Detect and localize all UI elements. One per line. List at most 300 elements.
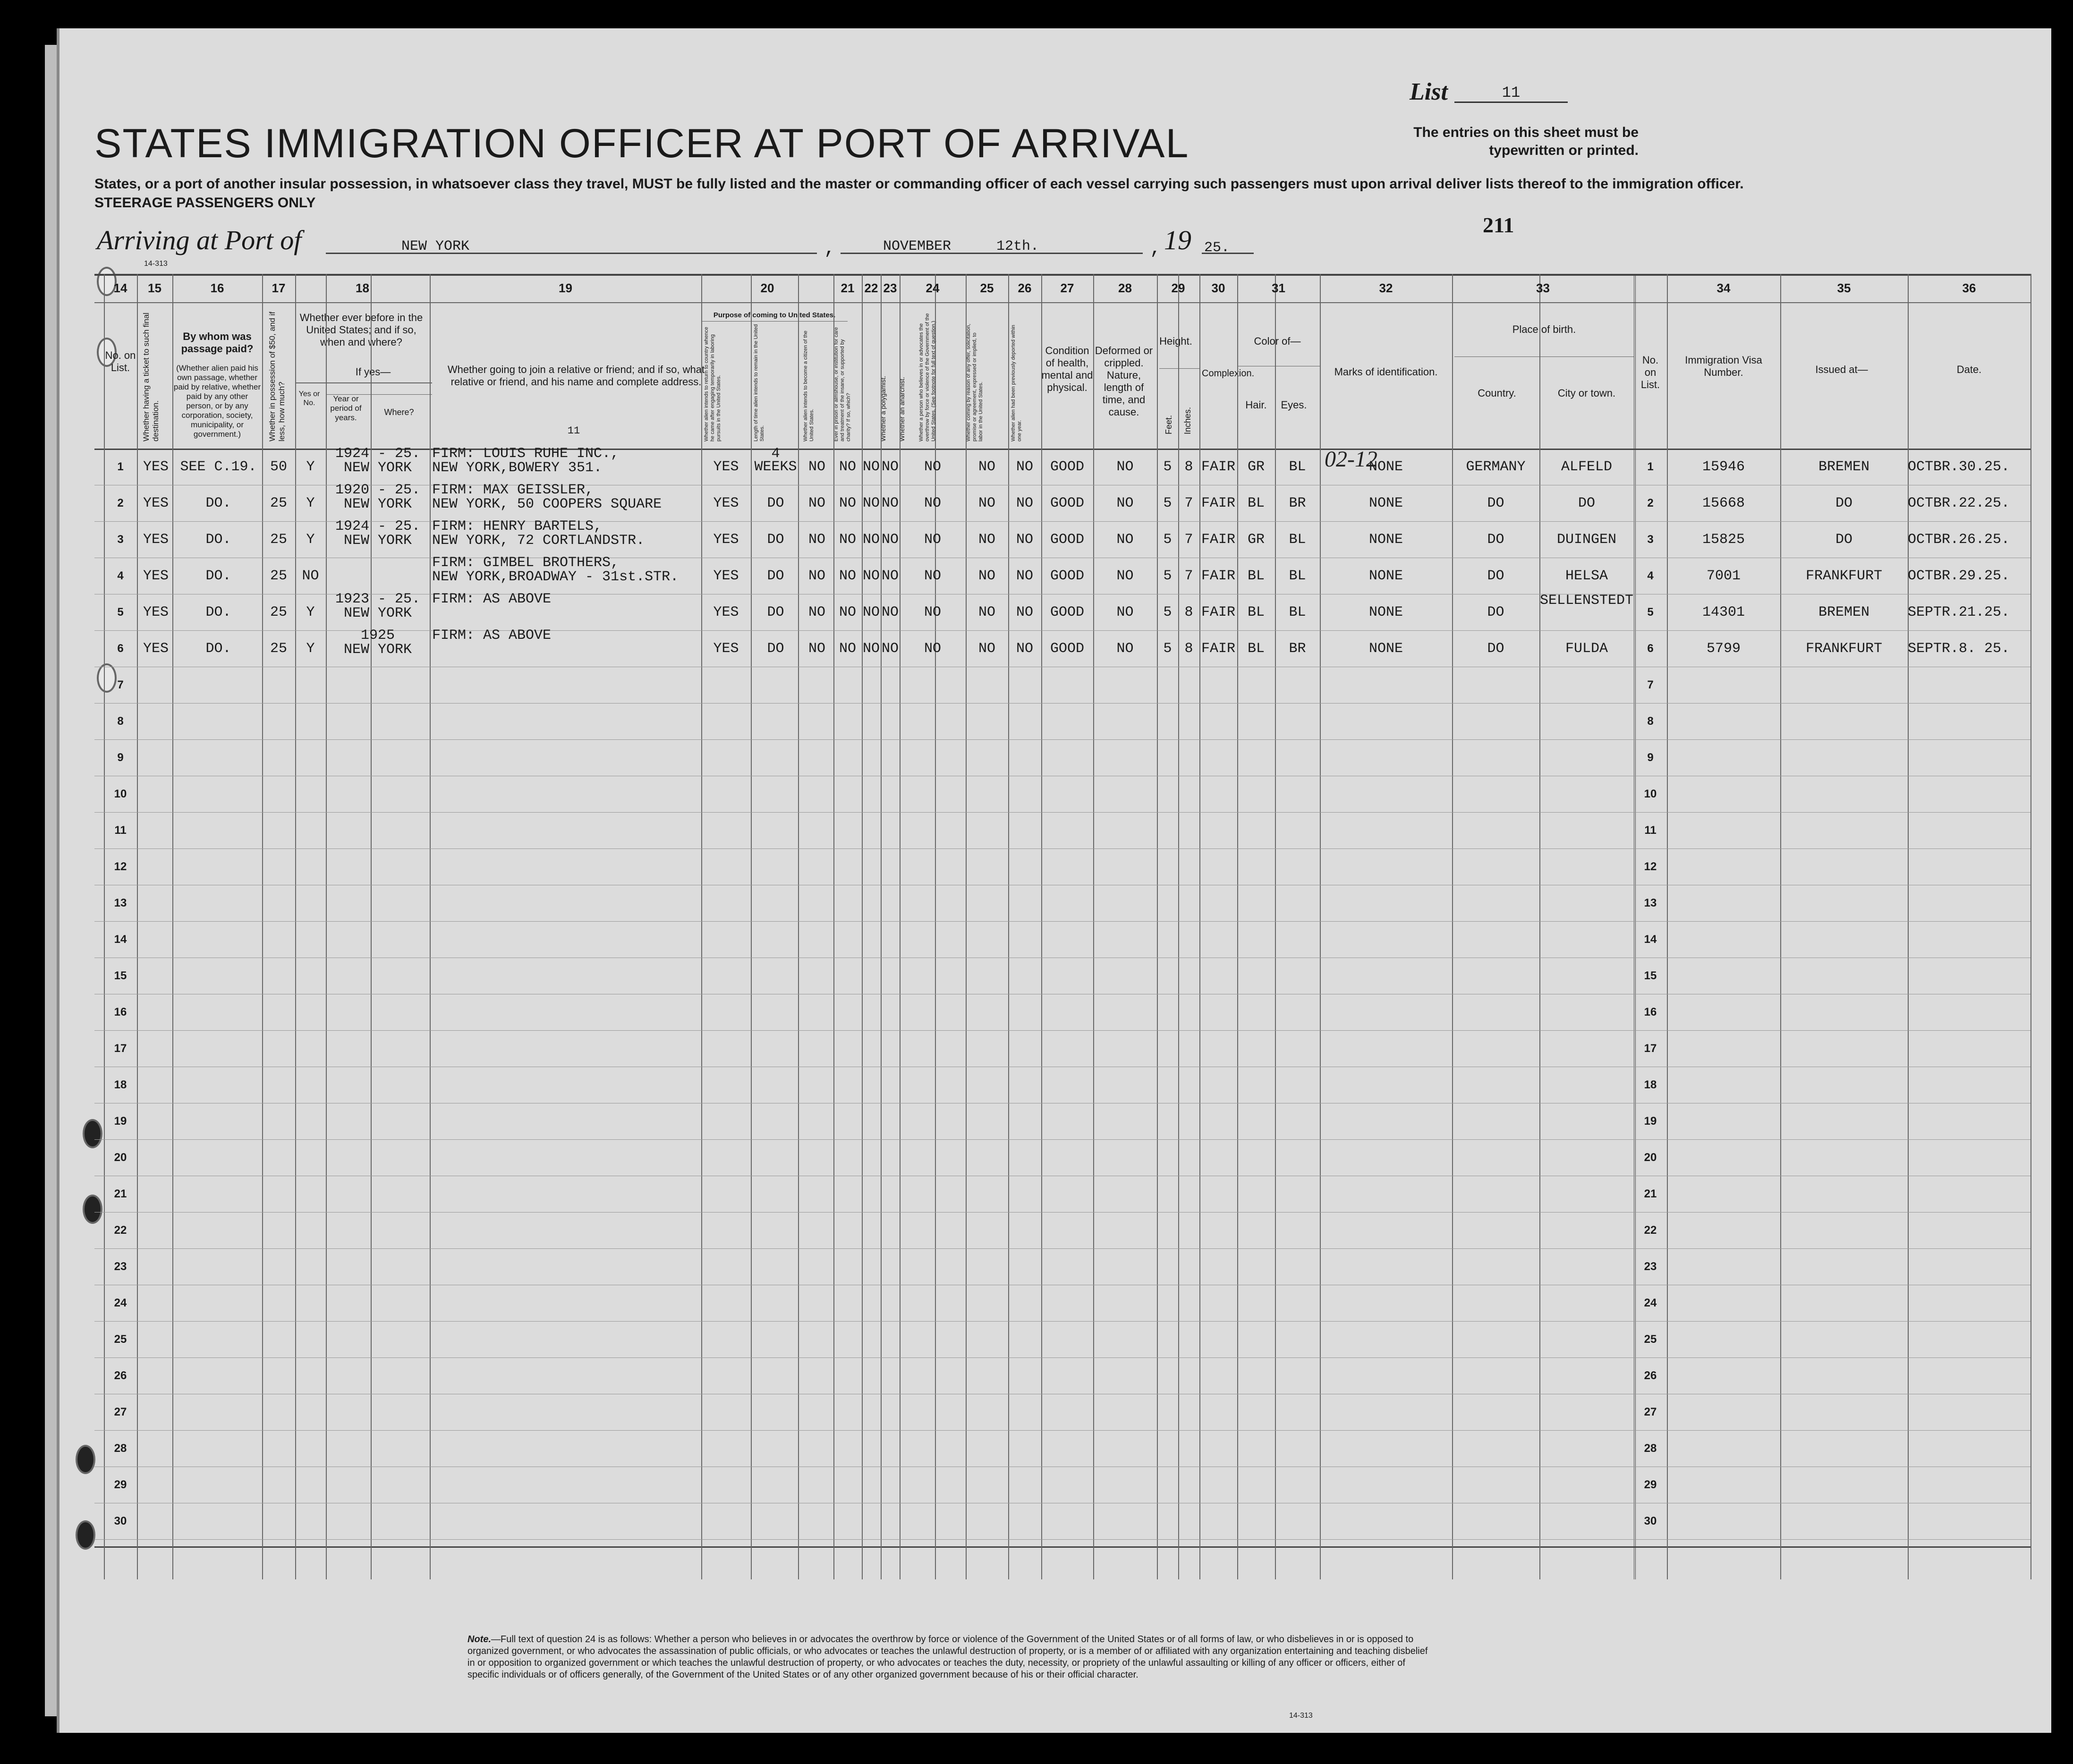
row-number: 20 xyxy=(114,1151,127,1164)
cell-prison: NO xyxy=(839,604,856,620)
cell-paid-by: DO. xyxy=(205,568,231,584)
row-number: 7 xyxy=(1647,678,1654,691)
row-number: 10 xyxy=(114,788,127,800)
cell-return: YES xyxy=(713,568,739,584)
cell-ticket: YES xyxy=(143,495,169,511)
year-value: 25. xyxy=(1204,240,1230,256)
handwritten-annotation: 02-12 xyxy=(1325,447,1377,472)
cell-eyes: BL xyxy=(1289,532,1306,548)
cell-join1: FIRM: GIMBEL BROTHERS, xyxy=(432,555,620,571)
cell-join2: NEW YORK, 50 COOPERS SQUARE xyxy=(432,496,662,512)
cell-join2: NEW YORK,BROADWAY - 31st.STR. xyxy=(432,569,679,585)
footer-form-number: 14-313 xyxy=(1289,1712,1313,1720)
cell-money: 25 xyxy=(270,568,287,584)
row-number: 29 xyxy=(114,1478,127,1491)
cell-anarchist: NO xyxy=(881,532,899,548)
cell-city: DUINGEN xyxy=(1556,532,1617,548)
cell-visa: 14301 xyxy=(1702,604,1745,620)
cell-overthrow: NO xyxy=(924,495,941,511)
col-header-country: Country. xyxy=(1478,387,1516,399)
cell-deformed: NO xyxy=(1116,459,1134,475)
row-number: 27 xyxy=(114,1406,127,1418)
cell-paid-by: SEE C.19. xyxy=(180,459,257,475)
row-rule xyxy=(94,1321,2031,1322)
cell-overthrow: NO xyxy=(924,568,941,584)
col-header-before: Whether ever before in the United States; and if so, when and where? xyxy=(299,312,423,348)
cell-citizen: NO xyxy=(808,459,825,475)
cell-years: 1920 - 25. xyxy=(335,482,421,498)
cell-inches: 7 xyxy=(1184,495,1193,511)
cell-deported: NO xyxy=(1016,568,1033,584)
cell-overthrow: NO xyxy=(924,604,941,620)
cell-city: HELSA xyxy=(1565,568,1608,584)
cell-city: FULDA xyxy=(1565,641,1608,657)
subheader-rule xyxy=(1454,356,1634,357)
row-number: 13 xyxy=(1644,897,1657,909)
cell-money: 50 xyxy=(270,459,287,475)
col-header-join: Whether going to join a relative or friend; and if so, what relative or friend, and his name and complete address. xyxy=(447,364,705,388)
cell-years: 1925 xyxy=(360,628,395,644)
cell-marks: NONE xyxy=(1368,495,1403,511)
cell-health: GOOD xyxy=(1050,568,1084,584)
cell-visa: 15825 xyxy=(1702,532,1745,548)
row-number: 24 xyxy=(114,1297,127,1309)
row-number: 9 xyxy=(1647,751,1654,764)
column-number: 24 xyxy=(926,281,940,295)
cell-join1: FIRM: AS ABOVE xyxy=(432,628,552,644)
cell-visa: 15668 xyxy=(1702,495,1745,511)
cell-inches: 8 xyxy=(1184,641,1193,657)
footnote xyxy=(467,1634,1436,1681)
row-rule xyxy=(94,921,2031,922)
cell-citizen: NO xyxy=(808,532,825,548)
row-number: 10 xyxy=(1644,788,1657,800)
cell-ticket: YES xyxy=(143,641,169,657)
row-rule xyxy=(94,739,2031,740)
cell-return: YES xyxy=(713,495,739,511)
col-header-complexion: Complexion. xyxy=(1202,368,1255,379)
cell-health: GOOD xyxy=(1050,495,1084,511)
col-header-join-value: 11 xyxy=(567,425,580,437)
cell-date: OCTBR.29.25. xyxy=(1908,568,2010,584)
cell-inches: 7 xyxy=(1184,568,1193,584)
cell-inches: 7 xyxy=(1184,532,1193,548)
row-rule xyxy=(94,1357,2031,1358)
cell-feet: 5 xyxy=(1163,641,1172,657)
row-number: 18 xyxy=(114,1078,127,1091)
cell-prison: NO xyxy=(839,495,856,511)
cell-country: DO xyxy=(1487,568,1504,584)
col-header-inches: Inches. xyxy=(1183,407,1192,434)
cell-citizen: NO xyxy=(808,641,825,657)
cell-citizen: NO xyxy=(808,495,825,511)
column-rule xyxy=(295,274,296,1579)
cell-before: NO xyxy=(302,568,319,584)
cell-feet: 5 xyxy=(1163,568,1172,584)
cell-marks: NONE xyxy=(1368,568,1403,584)
row-rule xyxy=(94,703,2031,704)
col-header-before-yes: Yes or No. xyxy=(298,390,320,407)
cell-issued: FRANKFURT xyxy=(1805,568,1883,584)
footer-rule xyxy=(1629,1546,2031,1548)
subheader-rule xyxy=(701,321,848,322)
cell-join1: FIRM: LOUIS RUHE INC., xyxy=(432,446,620,462)
row-rule xyxy=(94,812,2031,813)
col-header-hair: Hair. xyxy=(1245,399,1267,411)
cell-overthrow: NO xyxy=(924,641,941,657)
cell-offer: NO xyxy=(978,604,995,620)
list-value: 11 xyxy=(1454,84,1568,103)
col-header-height: Height. xyxy=(1159,335,1192,347)
row-number: 16 xyxy=(1644,1006,1657,1018)
cell-money: 25 xyxy=(270,495,287,511)
row-number: 19 xyxy=(114,1115,127,1128)
column-number: 16 xyxy=(210,281,224,295)
cell-feet: 5 xyxy=(1163,459,1172,475)
row-rule xyxy=(94,1539,2031,1540)
cell-anarchist: NO xyxy=(881,641,899,657)
row-number: 30 xyxy=(1644,1515,1657,1527)
cell-return: YES xyxy=(713,459,739,475)
cell-country: DO xyxy=(1487,532,1504,548)
cell-eyes: BL xyxy=(1289,604,1306,620)
cell-join1: FIRM: MAX GEISSLER, xyxy=(432,482,594,498)
cell-inches: 8 xyxy=(1184,604,1193,620)
col-header-birthplace: Place of birth. xyxy=(1512,323,1576,335)
cell-complexion: FAIR xyxy=(1201,568,1235,584)
row-number: 6 xyxy=(117,642,124,655)
port-value: NEW YORK xyxy=(401,238,470,254)
cell-join1: FIRM: AS ABOVE xyxy=(432,591,552,607)
cell-paid-by: DO. xyxy=(205,495,231,511)
cell-return: YES xyxy=(713,532,739,548)
cell-paid-by: DO. xyxy=(205,604,231,620)
cell-health: GOOD xyxy=(1050,459,1084,475)
instructions-text xyxy=(94,175,1936,212)
row-number: 30 xyxy=(114,1515,127,1527)
row-rule xyxy=(94,1248,2031,1249)
column-number: 18 xyxy=(356,281,369,295)
cell-money: 25 xyxy=(270,604,287,620)
col-header-passage: By whom was passage paid? xyxy=(181,331,254,355)
cell-inches: 8 xyxy=(1184,459,1193,475)
cell-anarchist: NO xyxy=(881,459,899,475)
col-header-no: No. on List. xyxy=(105,349,136,373)
col-header-overthrow: Whether a person who believes in or advocates the overthrow by force or violence of the Government of the United States. (See footnote for full text of question.) xyxy=(918,313,936,441)
cell-money: 25 xyxy=(270,532,287,548)
cell-hair: GR xyxy=(1247,459,1265,475)
row-number: 27 xyxy=(1644,1406,1657,1418)
row-number: 5 xyxy=(1647,606,1654,619)
cell-deported: NO xyxy=(1016,532,1033,548)
cell-ticket: YES xyxy=(143,604,169,620)
cell-before: Y xyxy=(306,604,315,620)
column-number: 33 xyxy=(1536,281,1550,295)
row-number: 15 xyxy=(114,969,127,982)
cell-hair: BL xyxy=(1247,495,1265,511)
row-number: 5 xyxy=(117,606,124,619)
cell-before: Y xyxy=(306,495,315,511)
row-number: 21 xyxy=(114,1187,127,1200)
cell-country: DO xyxy=(1487,641,1504,657)
punch-hole xyxy=(76,1520,95,1550)
column-rule xyxy=(751,274,752,1579)
col-header-eyes: Eyes. xyxy=(1281,399,1307,411)
cell-deformed: NO xyxy=(1116,568,1134,584)
comma: , xyxy=(824,238,836,260)
row-number: 15 xyxy=(1644,969,1657,982)
cell-return: YES xyxy=(713,641,739,657)
cell-ticket: YES xyxy=(143,459,169,475)
col-header-no2: No. on List. xyxy=(1640,354,1660,390)
cell-paid-by: DO. xyxy=(205,641,231,657)
cell-visa: 5799 xyxy=(1706,641,1741,657)
instructions-line: States, or a port of another insular possession, in whatsoever class they travel, MUST be fully listed and the master or commanding officer of each vessel carrying such passengers must upon arrival deliver lists thereof to the immigration officer. xyxy=(94,176,1744,192)
cell-health: GOOD xyxy=(1050,532,1084,548)
cell-anarchist: NO xyxy=(881,604,899,620)
cell-citizen: NO xyxy=(808,604,825,620)
column-number: 22 xyxy=(864,281,878,295)
cell-ticket: YES xyxy=(143,532,169,548)
cell-length-b: DO xyxy=(767,568,784,584)
row-rule xyxy=(94,1212,2031,1213)
comma: , xyxy=(1150,238,1162,260)
cell-issued: FRANKFURT xyxy=(1805,641,1883,657)
col-header-return: Whether alien intends to return to country whence he came after engaging temporarily in laboring pursuits in the United States. xyxy=(704,327,722,441)
row-number: 14 xyxy=(1644,933,1657,946)
row-number: 26 xyxy=(1644,1369,1657,1382)
column-number: 19 xyxy=(559,281,572,295)
row-number: 29 xyxy=(1644,1478,1657,1491)
cell-anarchist: NO xyxy=(881,568,899,584)
cell-country: DO xyxy=(1487,495,1504,511)
month-value: NOVEMBER xyxy=(883,238,952,254)
col-header-health: Condition of health, mental and physical. xyxy=(1041,345,1093,393)
col-header-deformed: Deformed or crippled. Nature, length of time, and cause. xyxy=(1095,345,1153,418)
header-number-rule xyxy=(94,302,2031,303)
cell-before: Y xyxy=(306,532,315,548)
row-number: 12 xyxy=(114,860,127,873)
subheader-rule xyxy=(326,394,432,395)
row-number: 4 xyxy=(1647,569,1654,582)
row-number: 22 xyxy=(1644,1224,1657,1237)
arriving-label: Arriving at Port of xyxy=(97,225,302,255)
cell-visa: 15946 xyxy=(1702,459,1745,475)
row-number: 12 xyxy=(1644,860,1657,873)
cell-prison: NO xyxy=(839,641,856,657)
port-underline xyxy=(326,253,817,254)
manifest-table xyxy=(94,274,2031,1579)
cell-issued: DO xyxy=(1835,532,1852,548)
subheader-rule xyxy=(1159,368,1199,369)
cell-join2: NEW YORK,BOWERY 351. xyxy=(432,460,603,476)
cell-years: 1924 - 25. xyxy=(335,518,421,534)
row-number: 17 xyxy=(114,1042,127,1055)
cell-deformed: NO xyxy=(1116,532,1134,548)
cell-prison: NO xyxy=(839,568,856,584)
cell-city: DO xyxy=(1578,495,1595,511)
cell-overthrow: NO xyxy=(924,532,941,548)
cell-length-b: WEEKS xyxy=(754,459,797,475)
row-number: 23 xyxy=(114,1260,127,1273)
col-header-offer: Whether coming by reason of any offer, solicitation, promise or agreement, expressed or implied, to labor in the United States. xyxy=(966,323,984,441)
col-header-prison: Ever in prison or almshouse, or institution for care and treatment of the insane, or supported by charity? If so, which? xyxy=(833,327,851,441)
column-number: 26 xyxy=(1018,281,1032,295)
col-header-purpose: Purpose of coming to United States. xyxy=(713,311,836,319)
cell-where: NEW YORK xyxy=(343,533,412,549)
cell-deformed: NO xyxy=(1116,641,1134,657)
cell-hair: BL xyxy=(1247,604,1265,620)
row-number: 8 xyxy=(1647,715,1654,728)
column-number: 32 xyxy=(1379,281,1393,295)
column-number: 21 xyxy=(841,281,855,295)
column-number: 30 xyxy=(1211,281,1225,295)
cell-country: DO xyxy=(1487,604,1504,620)
row-number: 4 xyxy=(117,569,124,582)
row-rule xyxy=(94,1430,2031,1431)
row-number: 26 xyxy=(114,1369,127,1382)
row-number: 22 xyxy=(114,1224,127,1237)
col-header-city: City or town. xyxy=(1557,387,1616,399)
row-number: 20 xyxy=(1644,1151,1657,1164)
day-value: 12th. xyxy=(996,238,1039,254)
cell-complexion: FAIR xyxy=(1201,641,1235,657)
cell-health: GOOD xyxy=(1050,604,1084,620)
row-number: 2 xyxy=(1647,497,1654,509)
cell-length-b: DO xyxy=(767,641,784,657)
row-number: 11 xyxy=(114,824,127,837)
row-number: 9 xyxy=(117,751,124,764)
footnote-text: —Full text of question 24 is as follows: Whether a person who believes in or advocates the overthrow by force or violence of the Government of the United States or of all forms of law, or who disbelieves in or is opposed to organized government, or who advocates the assassination of public officials, or who advocates or teaches the unlawful destruction of property, or is a member of or affiliated with any organization entertaining and teaching disbelief in or opposition to organized government or which teaches the unlawful destruction of property, or who advocates or teaches the duty, necessity, or propriety of the unlawful assaulting or killing of any officer or officers, either of specific individuals or of officers generally, of the Government of the United States or of any other organized government because of his or their official character. xyxy=(467,1634,1428,1680)
row-rule xyxy=(94,1030,2031,1031)
row-number: 24 xyxy=(1644,1297,1657,1309)
cell-join2: NEW YORK, 72 CORTLANDSTR. xyxy=(432,533,645,549)
form-number: 14-313 xyxy=(144,260,168,268)
row-number: 28 xyxy=(114,1442,127,1455)
typewritten-notice: The entries on this sheet must be typewritten or printed. xyxy=(1413,125,1639,158)
cell-before: Y xyxy=(306,641,315,657)
cell-visa: 7001 xyxy=(1706,568,1741,584)
cell-eyes: BR xyxy=(1289,641,1306,657)
col-header-where: Where? xyxy=(384,407,414,417)
column-number: 27 xyxy=(1060,281,1074,295)
cell-date: OCTBR.30.25. xyxy=(1908,459,2010,475)
col-header-years: Year or period of years. xyxy=(330,394,362,422)
cell-offer: NO xyxy=(978,641,995,657)
cell-complexion: FAIR xyxy=(1201,604,1235,620)
cell-hair: BL xyxy=(1247,568,1265,584)
cell-marks: NONE xyxy=(1368,459,1403,475)
row-number: 25 xyxy=(114,1333,127,1346)
cell-hair: BL xyxy=(1247,641,1265,657)
col-header-length: Length of time alien intends to remain in the United States. xyxy=(753,324,765,441)
cell-length-a: 4 xyxy=(771,446,780,462)
cell-feet: 5 xyxy=(1163,495,1172,511)
column-rule xyxy=(798,274,799,1579)
cell-where: NEW YORK xyxy=(343,605,412,621)
cell-marks: NONE xyxy=(1368,641,1403,657)
cell-complexion: FAIR xyxy=(1201,532,1235,548)
cell-eyes: BL xyxy=(1289,459,1306,475)
cell-hair: GR xyxy=(1247,532,1265,548)
cell-city: SELLENSTEDT xyxy=(1539,593,1634,609)
cell-date: OCTBR.26.25. xyxy=(1908,532,2010,548)
cell-date: SEPTR.21.25. xyxy=(1908,604,2010,620)
cell-polygamist: NO xyxy=(862,568,880,584)
column-rule xyxy=(701,274,702,1579)
cell-issued: DO xyxy=(1835,495,1852,511)
column-number: 25 xyxy=(980,281,994,295)
cell-citizen: NO xyxy=(808,568,825,584)
cell-length-b: DO xyxy=(767,532,784,548)
column-number: 34 xyxy=(1716,281,1731,295)
cell-deformed: NO xyxy=(1116,495,1134,511)
row-number: 8 xyxy=(117,715,124,728)
page-title: STATES IMMIGRATION OFFICER AT PORT OF ARRIVAL xyxy=(94,121,1189,166)
cell-polygamist: NO xyxy=(862,604,880,620)
cell-deported: NO xyxy=(1016,604,1033,620)
column-number: 17 xyxy=(272,281,286,295)
cell-feet: 5 xyxy=(1163,604,1172,620)
row-number: 13 xyxy=(114,897,127,909)
row-number: 23 xyxy=(1644,1260,1657,1273)
row-number: 6 xyxy=(1647,642,1654,655)
cell-money: 25 xyxy=(270,641,287,657)
cell-length-b: DO xyxy=(767,604,784,620)
cell-date: OCTBR.22.25. xyxy=(1908,495,2010,511)
cell-ticket: YES xyxy=(143,568,169,584)
col-header-polygamist: Whether a polygamist. xyxy=(879,375,887,441)
row-number: 19 xyxy=(1644,1115,1657,1128)
row-number: 21 xyxy=(1644,1187,1657,1200)
cell-where: NEW YORK xyxy=(343,496,412,512)
cell-deported: NO xyxy=(1016,495,1033,511)
cell-polygamist: NO xyxy=(862,459,880,475)
cell-overthrow: NO xyxy=(924,459,941,475)
class-line: STEERAGE PASSENGERS ONLY xyxy=(94,195,316,211)
cell-offer: NO xyxy=(978,568,995,584)
cell-issued: BREMEN xyxy=(1818,459,1870,475)
punch-hole xyxy=(76,1445,95,1474)
cell-join1: FIRM: HENRY BARTELS, xyxy=(432,518,603,534)
cell-polygamist: NO xyxy=(862,641,880,657)
column-number: 14 xyxy=(113,281,127,295)
row-number: 2 xyxy=(117,497,124,509)
cell-years: 1924 - 25. xyxy=(335,446,421,462)
row-number: 7 xyxy=(117,678,124,691)
cell-prison: NO xyxy=(839,532,856,548)
row-number: 18 xyxy=(1644,1078,1657,1091)
row-number: 17 xyxy=(1644,1042,1657,1055)
col-header-feet: Feet. xyxy=(1164,415,1173,434)
cell-deformed: NO xyxy=(1116,604,1134,620)
column-number: 28 xyxy=(1118,281,1132,295)
col-header-passage-note: (Whether alien paid his own passage, whether paid by relative, whether paid by any other person, or by any corporation, society, municipality, or government.) xyxy=(173,364,261,439)
cell-polygamist: NO xyxy=(862,532,880,548)
column-rule xyxy=(430,274,431,1579)
cell-years: 1923 - 25. xyxy=(335,591,421,607)
cell-offer: NO xyxy=(978,532,995,548)
row-number: 1 xyxy=(1647,460,1654,473)
col-header-date: Date. xyxy=(1956,364,1982,375)
row-rule xyxy=(94,1139,2031,1140)
cell-where: NEW YORK xyxy=(343,460,412,476)
col-header-visa: Immigration Visa Number. xyxy=(1685,354,1762,378)
cell-complexion: FAIR xyxy=(1201,495,1235,511)
cell-issued: BREMEN xyxy=(1818,604,1870,620)
col-header-ticket: Whether having a ticket to such final destination. xyxy=(142,312,160,441)
cell-date: SEPTR.8. 25. xyxy=(1908,641,2010,657)
